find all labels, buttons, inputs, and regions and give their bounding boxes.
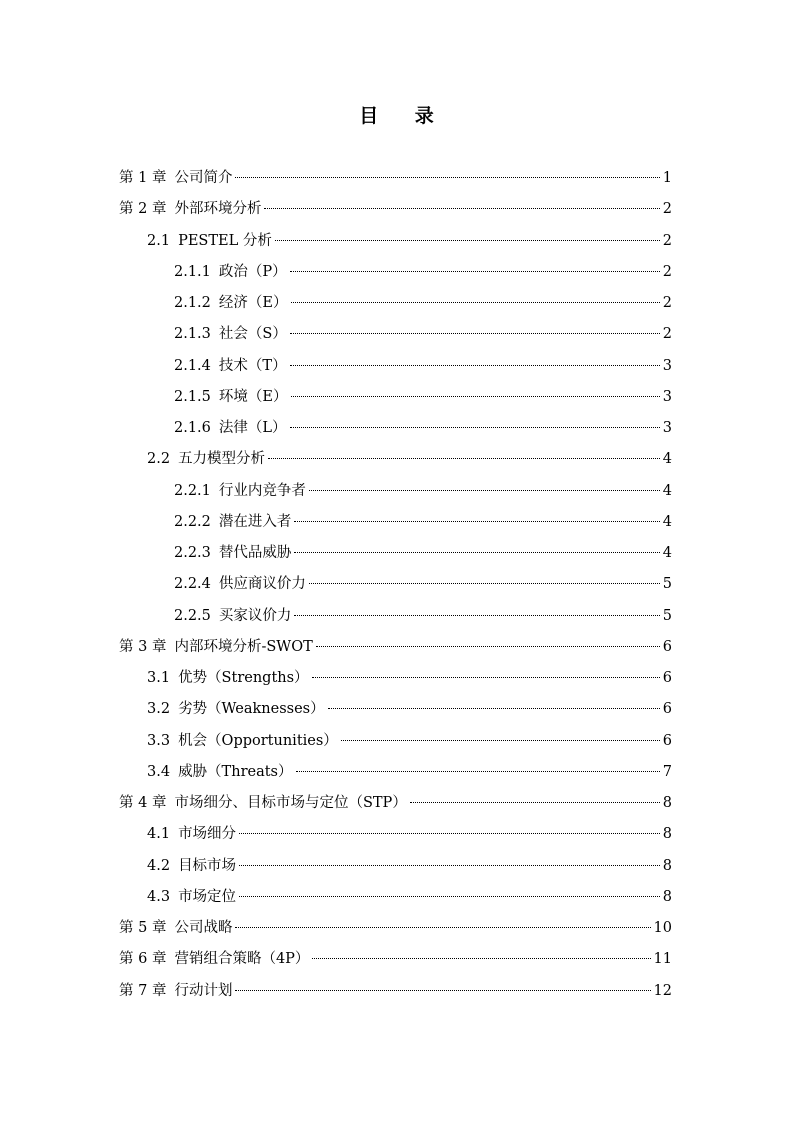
toc-entry-page: 2 [662,263,672,280]
toc-entry-number: 3.2 [147,701,171,718]
toc-entry-number: 第 1 章 [119,170,167,186]
toc-entry-title: 环境（E） [218,388,288,405]
toc-entry-number: 2.1 [147,232,171,249]
toc-entry-number: 4.2 [147,857,171,874]
toc-entry-title: 公司战略 [174,920,233,936]
toc-entry-page: 3 [662,420,672,436]
toc-entry-page: 4 [662,545,672,561]
toc-entry-page: 2 [662,232,672,249]
toc-entry-number: 2.1.6 [174,420,211,436]
toc-entry-number: 2.1.5 [174,388,211,405]
toc-entry-page: 4 [662,513,672,530]
toc-entry-page: 1 [662,170,672,186]
dot-leader [316,646,660,647]
toc-entry-page: 6 [662,701,672,718]
toc-entry-number: 3.1 [147,670,171,686]
dot-leader [291,302,660,303]
toc-entry-title: 经济（E） [218,295,288,311]
toc-entry-number: 4.1 [147,826,171,843]
toc-title: 目 录 [359,105,449,127]
toc-entry[interactable] [119,351,672,382]
toc-entry[interactable] [119,788,672,819]
toc-entry-title: 社会（S） [218,326,287,343]
dot-leader [264,208,659,209]
dot-leader [312,958,650,959]
toc-entry[interactable] [119,413,672,444]
dot-leader [309,490,660,491]
toc-entry-page: 5 [662,576,672,593]
dot-leader [290,333,660,334]
toc-entry[interactable] [119,601,672,632]
toc-entry[interactable] [119,663,672,694]
dot-leader [268,458,660,459]
toc-entry-number: 2.2.3 [174,545,211,561]
toc-entry-number: 2.1.4 [174,357,211,374]
toc-entry-page: 4 [662,482,672,499]
toc-entry-number: 2.2.4 [174,576,211,593]
toc-entry-number: 第 5 章 [119,920,167,936]
toc-entry[interactable] [119,288,672,319]
toc-entry-page: 3 [662,388,672,405]
toc-entry-page: 6 [662,732,672,749]
toc-entry-title: 行业内竞争者 [218,482,306,499]
toc-entry-title: 优势（Strengths） [178,670,309,686]
toc-entry-title: 买家议价力 [218,607,292,624]
toc-entry-number: 4.3 [147,888,171,905]
toc-entry-title: 市场细分 [178,826,237,843]
toc-entry-title: 营销组合策略（4P） [174,951,310,968]
dot-leader [291,396,660,397]
toc-entry-page: 2 [662,295,672,311]
toc-entry-page: 2 [662,201,672,218]
dot-leader [239,896,660,897]
toc-entry-title: 潜在进入者 [218,513,292,530]
toc-entry-title: 法律（L） [218,420,287,436]
toc-entry-title: 市场细分、目标市场与定位（STP） [174,795,407,811]
toc-entry-title: 目标市场 [178,857,237,874]
dot-leader [290,427,660,428]
toc-entry[interactable] [119,882,672,913]
toc-entry[interactable] [119,257,672,288]
toc-entry-page: 8 [662,795,672,811]
toc-entry-number: 2.2.5 [174,607,211,624]
toc-entry-title: 替代品威胁 [218,545,292,561]
toc-entry-number: 第 2 章 [119,201,167,218]
dot-leader [235,177,659,178]
toc-entry-title: 内部环境分析-SWOT [174,638,313,655]
toc-entry-number: 第 6 章 [119,951,167,968]
toc-entry[interactable] [119,976,672,1007]
toc-entry-number: 2.1.1 [174,263,211,280]
toc-entry-number: 第 3 章 [119,638,167,655]
toc-entry-number: 2.1.2 [174,295,211,311]
toc-entry-number: 3.4 [147,763,171,780]
toc-entry-number: 2.2 [147,451,171,468]
toc-entry[interactable] [119,444,672,475]
toc-entry-page: 12 [653,982,672,999]
dot-leader [312,677,660,678]
dot-leader [290,365,660,366]
toc-entry[interactable] [119,382,672,413]
toc-entry[interactable] [119,163,672,194]
toc-entry-page: 10 [653,920,672,936]
toc-entry-title: 行动计划 [174,982,233,999]
toc-entry[interactable] [119,569,672,600]
toc-entry-number: 第 4 章 [119,795,167,811]
toc-entry-page: 8 [662,857,672,874]
toc-entry-title: 供应商议价力 [218,576,306,593]
toc-entry-page: 8 [662,888,672,905]
toc-entry-title: 市场定位 [178,888,237,905]
toc-entry-page: 5 [662,607,672,624]
toc-entry-title: 威胁（Threats） [178,763,293,780]
toc-entry-page: 11 [653,951,672,968]
toc-entry[interactable] [119,632,672,663]
toc-entry-page: 2 [662,326,672,343]
dot-leader [296,771,660,772]
toc-entry[interactable] [119,694,672,725]
toc-entry[interactable] [119,194,672,225]
toc-entry[interactable] [119,726,672,757]
toc-entry-number: 3.3 [147,732,171,749]
toc-entry-number: 2.1.3 [174,326,211,343]
table-of-contents [119,163,672,1007]
toc-entry-title: 政治（P） [218,263,287,280]
toc-entry-number: 第 7 章 [119,982,167,999]
dot-leader [294,615,659,616]
dot-leader [309,583,660,584]
toc-entry[interactable] [119,851,672,882]
dot-leader [275,240,660,241]
toc-entry[interactable] [119,226,672,257]
toc-entry-page: 7 [662,763,672,780]
toc-entry[interactable] [119,757,672,788]
toc-entry-page: 3 [662,357,672,374]
toc-entry[interactable] [119,819,672,850]
toc-entry[interactable] [119,538,672,569]
toc-entry-title: 公司简介 [174,170,233,186]
toc-entry-title: 劣势（Weaknesses） [178,701,325,718]
dot-leader [235,927,650,928]
toc-entry-number: 2.2.2 [174,513,211,530]
dot-leader [410,802,660,803]
dot-leader [239,865,660,866]
dot-leader [290,271,660,272]
toc-entry[interactable] [119,913,672,944]
dot-leader [328,708,660,709]
toc-entry[interactable] [119,507,672,538]
toc-entry-number: 2.2.1 [174,482,211,499]
dot-leader [235,990,650,991]
toc-entry-title: 外部环境分析 [174,201,262,218]
toc-entry-page: 4 [662,451,672,468]
toc-entry-title: 技术（T） [218,357,287,374]
toc-entry[interactable] [119,476,672,507]
toc-entry[interactable] [119,319,672,350]
dot-leader [294,552,659,553]
dot-leader [239,833,660,834]
dot-leader [294,521,659,522]
toc-entry[interactable] [119,944,672,975]
toc-entry-page: 6 [662,638,672,655]
dot-leader [341,740,660,741]
toc-entry-page: 6 [662,670,672,686]
toc-entry-title: PESTEL 分析 [178,232,272,249]
toc-entry-page: 8 [662,826,672,843]
toc-entry-title: 机会（Opportunities） [178,732,338,749]
toc-entry-title: 五力模型分析 [178,451,266,468]
